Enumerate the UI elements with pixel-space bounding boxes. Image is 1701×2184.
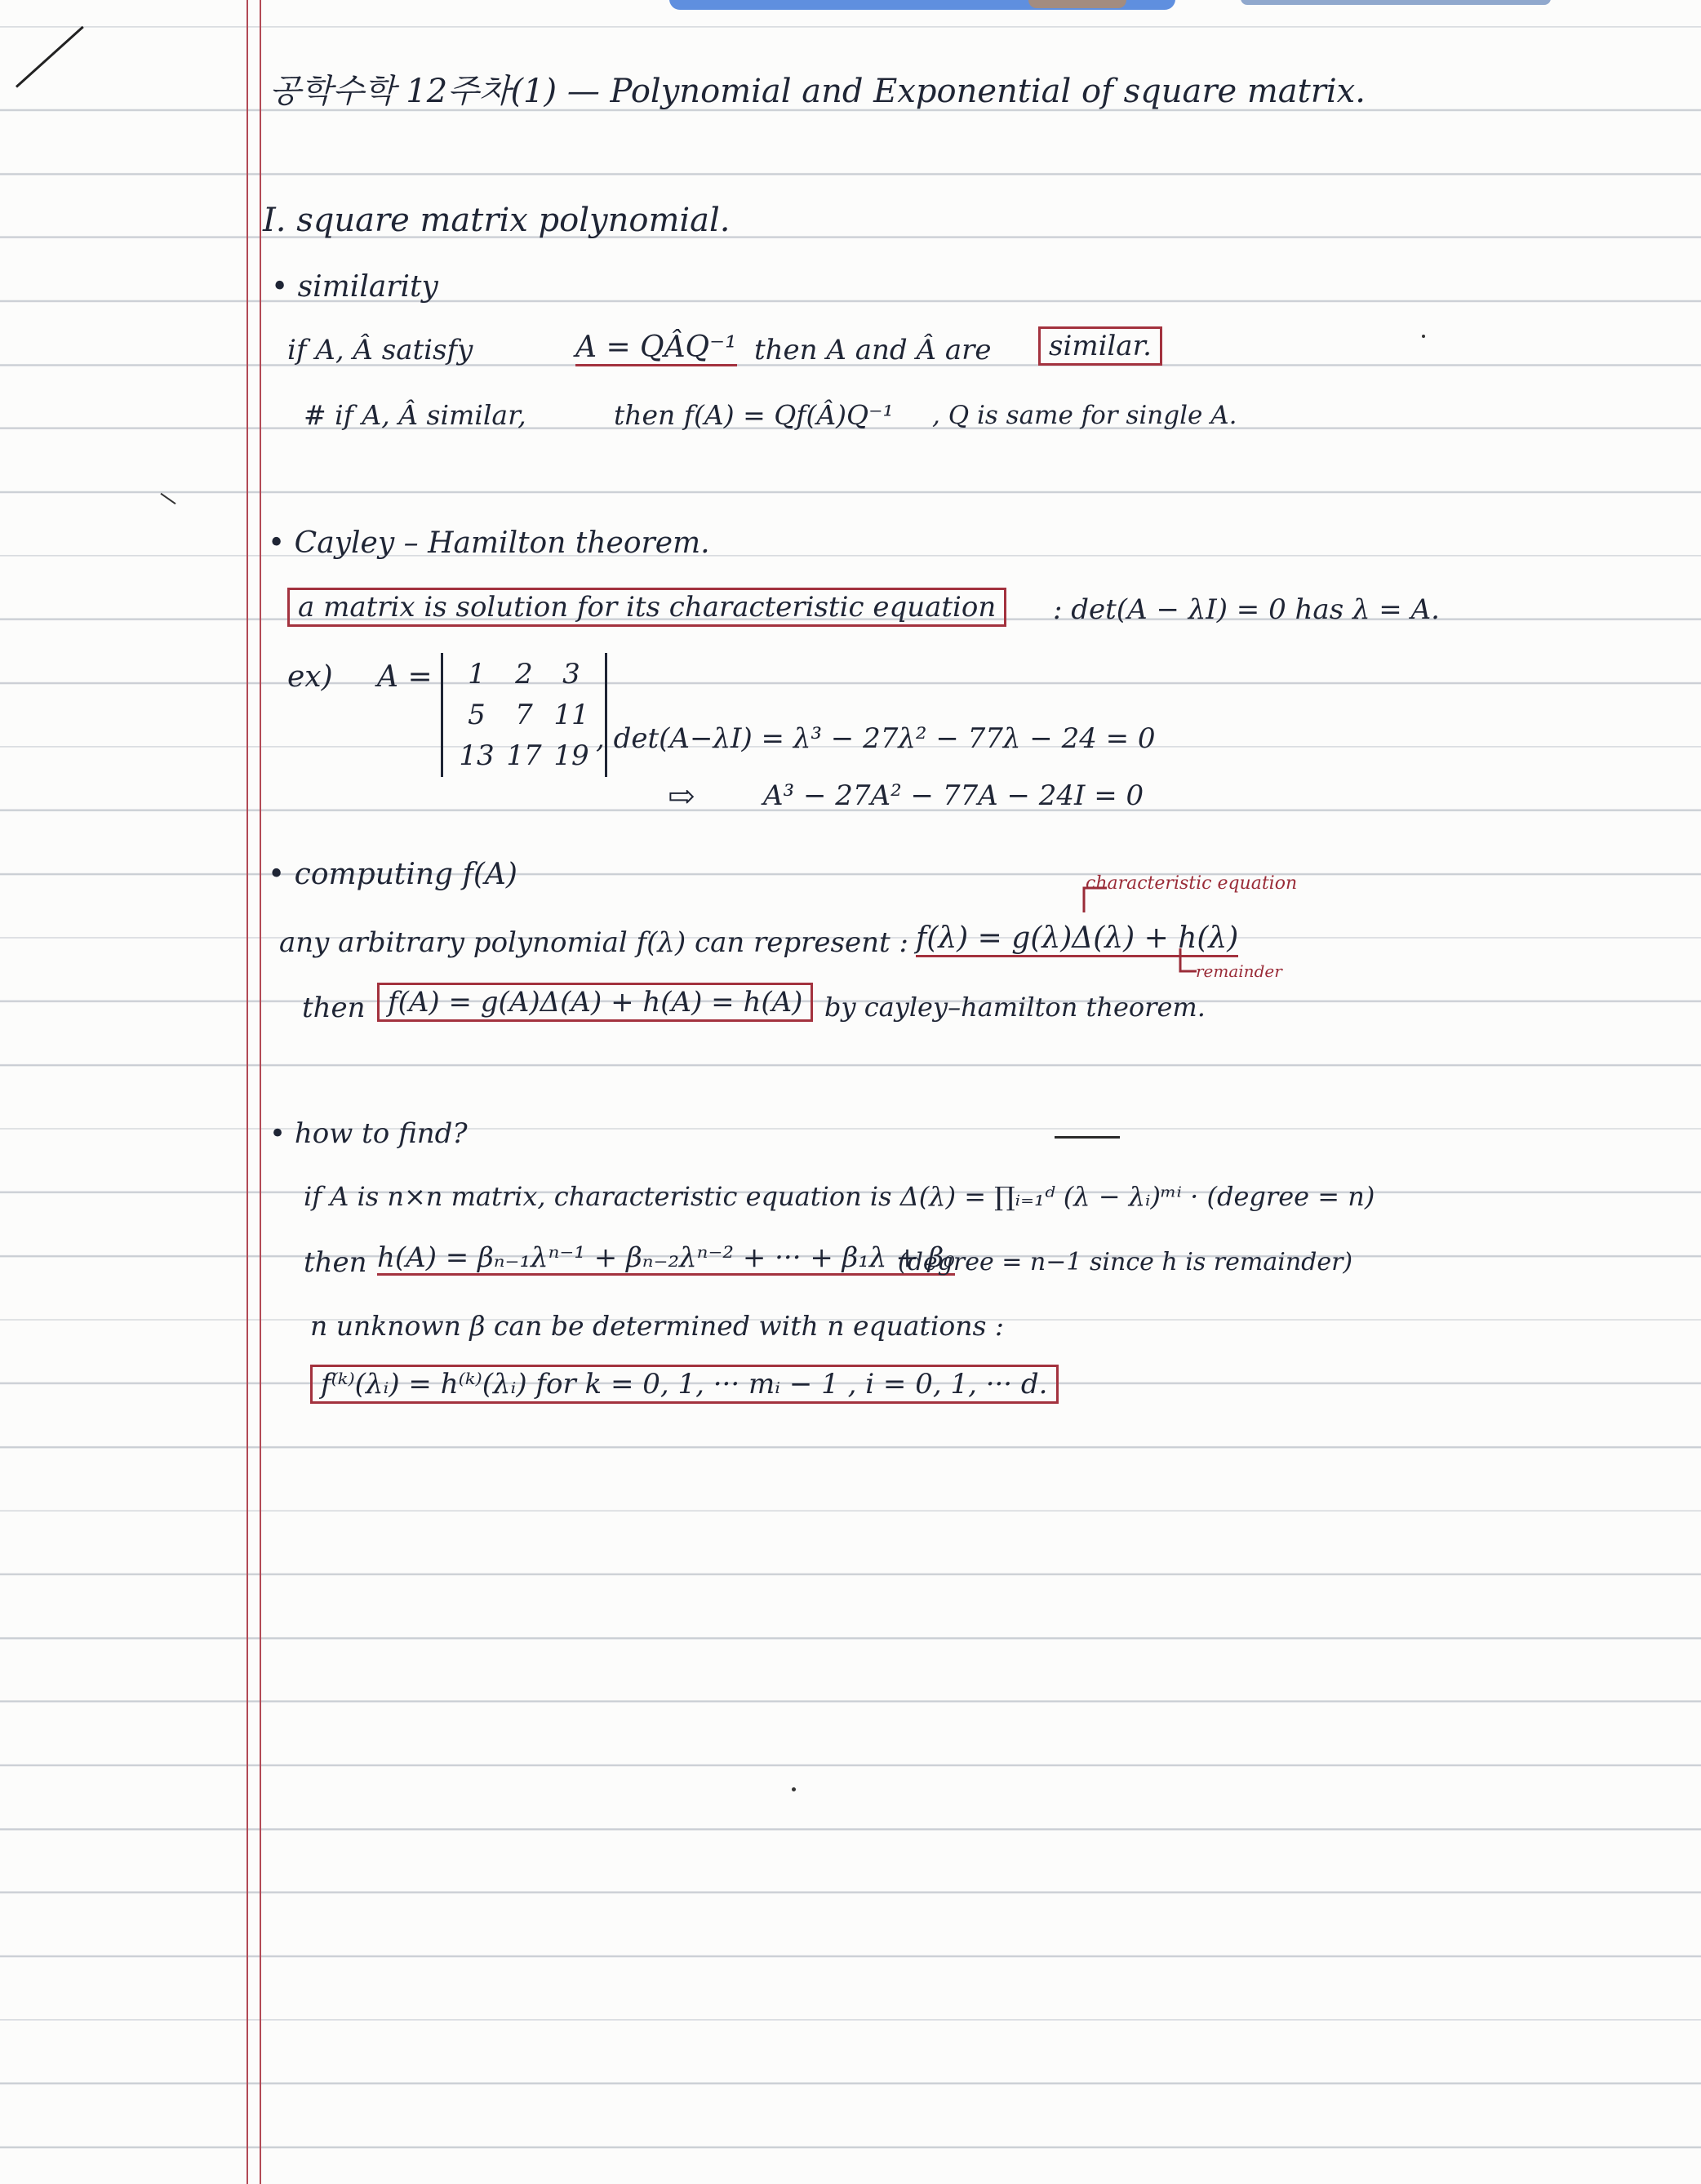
matrix-cell: 13 xyxy=(459,739,495,772)
matrix-cell: 7 xyxy=(515,699,533,731)
matrix-equation: A³ − 27A² − 77A − 24I = 0 xyxy=(763,779,1144,812)
cayley-boxed-statement: a matrix is solution for its characteristic equation xyxy=(287,588,1006,627)
matrix-cell: 17 xyxy=(506,739,542,772)
stray-dot xyxy=(792,1787,796,1791)
annotation-arrow-top xyxy=(1077,883,1110,916)
similarity-bullet: • similarity xyxy=(271,270,438,304)
similarity-formula: A = QÂQ⁻¹ xyxy=(575,333,737,366)
computing-bullet: • computing f(A) xyxy=(268,858,517,891)
similarity-line2-prefix: # if A, Â similar, xyxy=(304,399,526,431)
similarity-line1-prefix: if A, Â satisfy xyxy=(287,334,473,366)
howto-line1: if A is n×n matrix, characteristic equation is Δ(λ) = ∏ᵢ₌₁ᵈ (λ − λᵢ)ᵐⁱ · (degree = n) xyxy=(304,1181,1375,1212)
remainder-polynomial: h(A) = βₙ₋₁λⁿ⁻¹ + βₙ₋₂λⁿ⁻² + ··· + β₁λ + β₀ xyxy=(377,1241,955,1274)
similarity-line1-middle: then A and Â are xyxy=(754,334,992,366)
similarity-line2-formula: then f(A) = Qf(Â)Q⁻¹ xyxy=(614,399,894,431)
margin-tick-mark xyxy=(160,493,175,504)
annotation-remainder: remainder xyxy=(1196,961,1282,981)
matrix-a xyxy=(441,653,607,777)
stray-dash xyxy=(1055,1136,1120,1139)
computing-line2-suffix: by cayley–hamilton theorem. xyxy=(824,992,1206,1023)
matrix-cell: 3 xyxy=(562,658,580,690)
characteristic-equation: , det(A−λI) = λ³ − 27λ² − 77λ − 24 = 0 xyxy=(596,722,1156,755)
orange-smudge xyxy=(1028,0,1126,8)
margin-line-outer xyxy=(246,0,248,2184)
derivative-conditions-boxed: f⁽ᵏ⁾(λᵢ) = h⁽ᵏ⁾(λᵢ) for k = 0, 1, ··· mᵢ − 1 , i = 0, 1, ··· d. xyxy=(310,1365,1059,1404)
howto-line2-suffix: (degree = n−1 since h is remainder) xyxy=(898,1248,1353,1276)
example-label: ex) xyxy=(287,660,333,694)
polynomial-decomposition: f(λ) = g(λ)Δ(λ) + h(λ) xyxy=(916,924,1238,957)
matrix-cell: 11 xyxy=(553,699,589,731)
page-title: 공학수학 12주차(1) — Polynomial and Exponential of square matrix. xyxy=(269,73,1366,110)
computing-line2-prefix: then xyxy=(302,992,366,1024)
section-heading: I. square matrix polynomial. xyxy=(263,202,731,239)
corner-slash-mark xyxy=(16,26,84,88)
matrix-cell: 2 xyxy=(515,658,533,690)
cayley-statement-suffix: : det(A − λI) = 0 has λ = A. xyxy=(1053,593,1440,626)
annotation-arrow-bottom xyxy=(1175,947,1200,979)
cayley-bullet: • Cayley – Hamilton theorem. xyxy=(268,526,710,560)
howto-bullet: • how to find? xyxy=(269,1117,468,1150)
computing-line1-prefix: any arbitrary polynomial f(λ) can represent : xyxy=(279,926,908,959)
f-of-a-boxed: f(A) = g(A)Δ(A) + h(A) = h(A) xyxy=(377,983,813,1022)
annotation-characteristic-equation: characteristic equation xyxy=(1086,873,1298,894)
matrix-cell: 1 xyxy=(468,658,486,690)
matrix-a-label: A = xyxy=(377,660,433,694)
stray-dot-top xyxy=(1422,335,1425,338)
similarity-line2-suffix: , Q is same for single A. xyxy=(932,401,1237,430)
matrix-cell: 19 xyxy=(553,739,589,772)
similar-boxed-term: similar. xyxy=(1038,326,1162,366)
howto-line3: n unknown β can be determined with n equations : xyxy=(310,1310,1005,1342)
matrix-cell: 5 xyxy=(468,699,486,731)
blue-ink-smudge-right xyxy=(1241,0,1551,5)
margin-line-inner xyxy=(260,0,261,2184)
implies-arrow-icon: ⇨ xyxy=(668,778,695,815)
howto-line2-prefix: then xyxy=(304,1246,367,1279)
